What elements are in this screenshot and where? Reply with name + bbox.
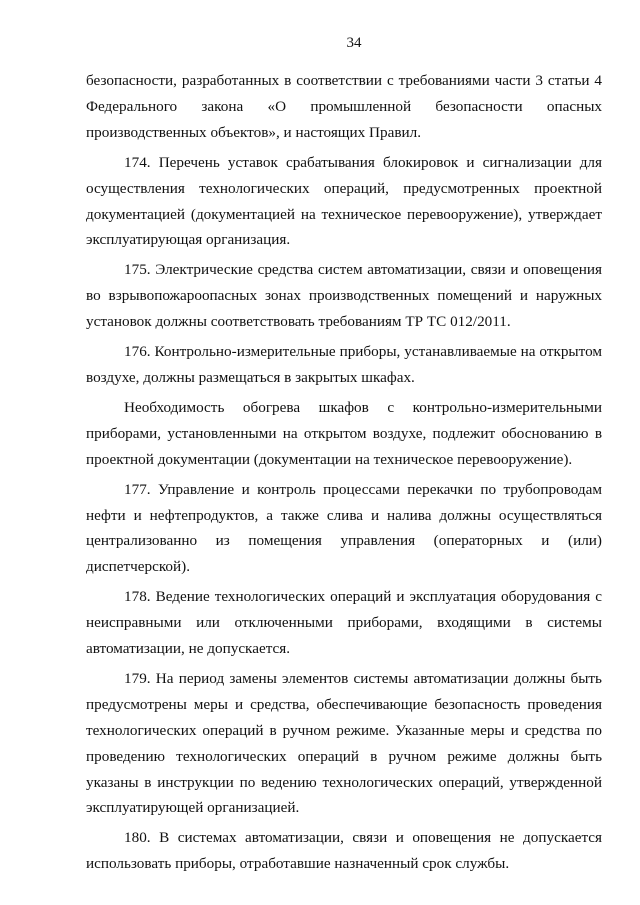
paragraph-176: 176. Контрольно-измерительные приборы, устанавливаемые на открытом воздухе, должны размещаться в закрытых шкафах.	[86, 343, 602, 386]
paragraph-178: 178. Ведение технологических операций и эксплуатация оборудования с неисправными или отключенными приборами, входящими в системы автоматизации, не допускается.	[86, 588, 602, 658]
paragraph-179: 179. На период замены элементов системы автоматизации должны быть предусмотрены меры и средства, обеспечивающие безопасность проведения технологических операций в ручном режиме. Указанные меры и средства по проведению технологических операций в ручном режиме должны быть указаны в инструкции по ведению технологических операций, утвержденной эксплуатирующей организацией.	[86, 669, 602, 817]
paragraph-174: 174. Перечень уставок срабатывания блокировок и сигнализации для осуществления технологических операций, предусмотренных проектной документацией (документацией на техническое перевооружение), утверждает эксплуатирующая организация.	[86, 153, 602, 249]
page-number: 34	[346, 35, 362, 51]
paragraph-180: 180. В системах автоматизации, связи и оповещения не допускается использовать приборы, отработавшие назначенный срок службы.	[86, 829, 602, 873]
paragraph-175: 175. Электрические средства систем автоматизации, связи и оповещения во взрывопожароопасных зонах производственных помещений и наружных установок должны соответствовать требованиям ТР ТС 012/2011.	[86, 261, 602, 331]
paragraph-176-cabinet-heating: Необходимость обогрева шкафов с контрольно-измерительными приборами, установленными на открытом воздухе, подлежит обоснованию в проектной документации (документации на техническое перевооружение).	[86, 398, 602, 468]
paragraph-continuation: безопасности, разработанных в соответствии с требованиями части 3 статьи 4 Федерального закона «О промышленной безопасности опасных производственных объектов», и настоящих Правил.	[86, 72, 602, 141]
paragraph-177: 177. Управление и контроль процессами перекачки по трубопроводам нефти и нефтепродуктов, а также слива и налива должны осуществляться централизованно из помещения управления (операторных и (или) диспетчерской).	[86, 480, 602, 576]
document-body	[86, 68, 602, 877]
